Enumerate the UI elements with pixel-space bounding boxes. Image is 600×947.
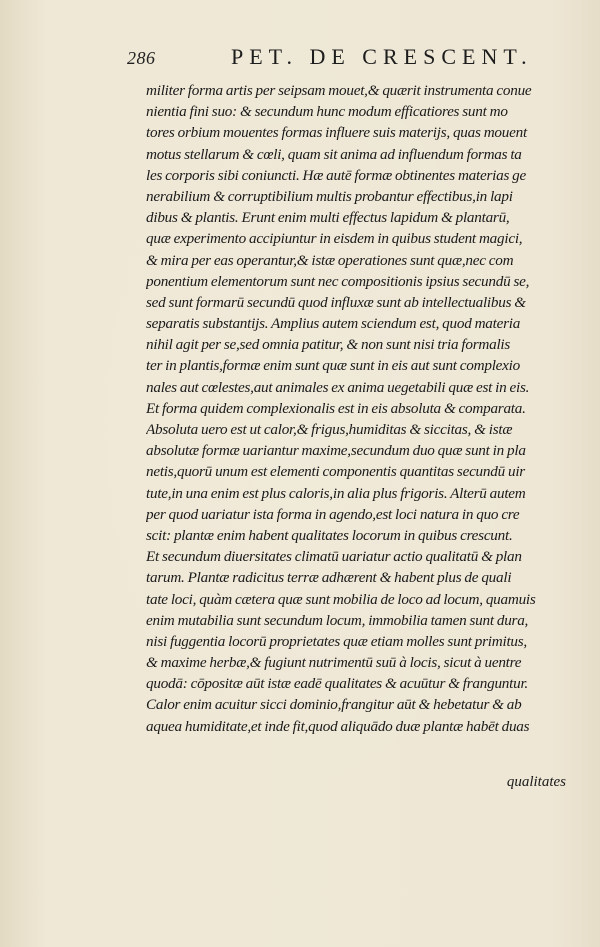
body-text [146, 80, 576, 737]
text-line: enim mutabilia sunt secundum locum, immobilia tamen sunt dura, [146, 611, 529, 629]
text-line: & maxime herbæ,& fugiunt nutrimentū suū à locis, sicut à uentre [146, 654, 522, 672]
text-line: tate loci, quàm cætera quæ sunt mobilia de loco ad locum, quamuis [146, 590, 536, 608]
text-line: nihil agit per se,sed omnia patitur, & non sunt nisi tria formalis [146, 336, 511, 354]
text-line: Calor enim acuitur sicci dominio,frangitur aūt & hebetatur & ab [146, 696, 522, 714]
text-line: ponentium elementorum sunt nec compositionis ipsius secundū se, [146, 272, 530, 290]
text-line: quodā: cōpositæ aūt istæ eadē qualitates & acuūtur & franguntur. [146, 675, 528, 693]
text-line: aquea humiditate,et inde fit,quod aliquādo duæ plantæ habēt duas [146, 717, 530, 735]
text-line: Absoluta uero est ut calor,& frigus,humiditas & siccitas, & istæ [146, 421, 513, 438]
text-line: motus stellarum & cœli, quam sit anima ad influendum formas ta [146, 145, 522, 163]
text-line: tarum. Plantæ radicitus terræ adhærent & habent plus de quali [146, 569, 512, 587]
text-line: ter in plantis,formæ enim sunt quæ sunt in eis aut sunt complexio [146, 357, 520, 375]
text-line: per quod uariatur ista forma in agendo,est loci natura in quo cre [146, 505, 520, 523]
text-line: tores orbium mouentes formas influere suis materijs, quas mouent [146, 124, 527, 142]
text-line: scit: plantæ enim habent qualitates locorum in quibus crescunt. [146, 526, 513, 544]
catchword: qualitates [506, 774, 566, 790]
text-line: Et secundum diuersitates climatū uariatur actio qualitatū & plan [146, 548, 522, 566]
text-line: separatis substantijs. Amplius autem sciendum est, quod materia [146, 315, 521, 333]
page-header [127, 44, 567, 74]
text-line: nales aut cœlestes,aut animales ex anima uegetabili quæ est in eis. [146, 378, 530, 396]
page-number: 286 [127, 48, 156, 68]
text-line: les corporis sibi coniuncti. Hæ autē formæ obtinentes materias ge [146, 166, 527, 184]
text-line: tute,in una enim est plus caloris,in alia plus frigoris. Alterū autem [146, 484, 526, 502]
text-line: militer forma artis per seipsam mouet,& quærit instrumenta conue [146, 82, 532, 99]
text-line: sed sunt formarū secundū quod influxæ sunt ab intellectualibus & [146, 293, 526, 311]
text-line: nisi fuggentia locorū proprietates quæ etiam molles sunt primitus, [146, 632, 527, 650]
text-line: netis,quorū unum est elementi componentis quantitas secundū uir [146, 463, 525, 481]
text-line: quæ experimento accipiuntur in eisdem in quibus student magici, [146, 230, 523, 248]
running-head: PET. DE CRESCENT. [231, 44, 533, 69]
text-line: nientia fini suo: & secundum hunc modum efficatiores sunt mo [146, 103, 508, 121]
text-line: absolutæ formæ uariantur maxime,secundum duo quæ sunt in pla [146, 442, 526, 460]
text-line: Et forma quidem complexionalis est in eis absoluta & comparata. [146, 399, 526, 417]
text-line: nerabilium & corruptibilium multis probantur effectibus,in lapi [146, 187, 513, 205]
text-line: dibus & plantis. Erunt enim multi effectus lapidum & plantarū, [146, 209, 510, 227]
text-line: & mira per eas operantur,& istæ operationes sunt quæ,nec com [146, 251, 514, 269]
